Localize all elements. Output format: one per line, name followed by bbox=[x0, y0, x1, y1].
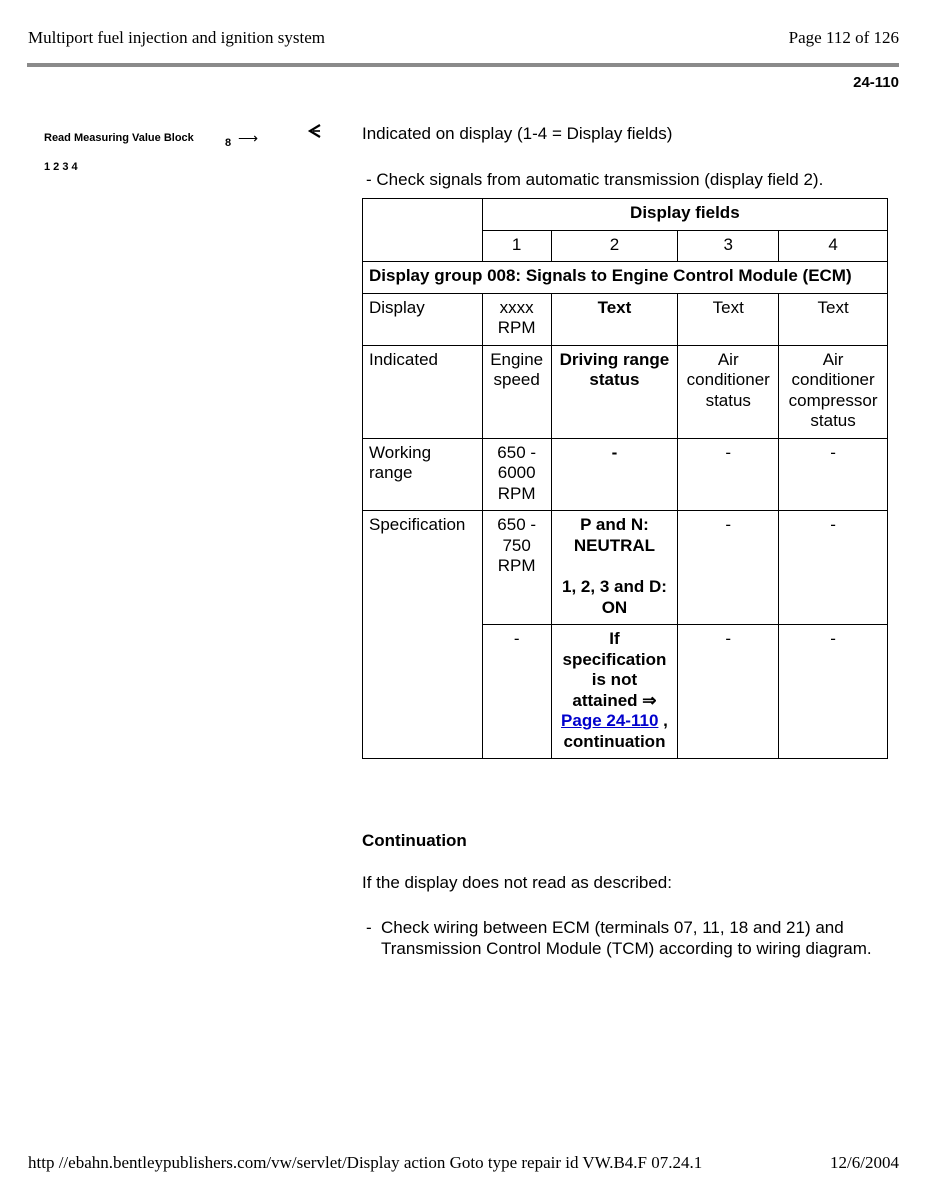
page-counter: Page 112 of 126 bbox=[788, 28, 899, 47]
display-group-table bbox=[362, 198, 888, 759]
table-row bbox=[363, 345, 888, 438]
table-header-row bbox=[363, 199, 888, 231]
table-cell: - bbox=[678, 511, 779, 625]
right-arrow-icon: ⇒ bbox=[642, 690, 657, 710]
continuation-step bbox=[366, 918, 886, 959]
page-footer bbox=[28, 1153, 899, 1173]
table-cell: Engine speed bbox=[482, 345, 551, 438]
link-comma: , bbox=[663, 711, 668, 730]
table-cell: - bbox=[779, 438, 888, 511]
display-group-title: Display group 008: Signals to Engine Control Module (ECM) bbox=[363, 262, 888, 294]
table-row bbox=[363, 511, 888, 625]
table-cell bbox=[551, 625, 678, 759]
back-arrow-icon[interactable] bbox=[307, 123, 323, 139]
table-cell: xxxx RPM bbox=[482, 293, 551, 345]
group-title-row bbox=[363, 262, 888, 294]
print-date: 12/6/2004 bbox=[830, 1153, 899, 1172]
step-text: Check wiring between ECM (terminals 07, 11, 18 and 21) and Transmission Control Module (TCM) according to wiring diagram. bbox=[381, 918, 872, 958]
source-url: http //ebahn.bentleypublishers.com/vw/servlet/Display action Goto type repair id VW.B4.F 07.24.1 bbox=[28, 1153, 703, 1172]
table-cell: Air conditioner compressor status bbox=[779, 345, 888, 438]
table-cell: - bbox=[551, 438, 678, 511]
table-cell: Text bbox=[551, 293, 678, 345]
table-cell: - bbox=[678, 438, 779, 511]
continuation-heading: Continuation bbox=[362, 831, 467, 850]
row-label: Display bbox=[363, 293, 483, 345]
table-cell: Driving range status bbox=[551, 345, 678, 438]
display-fields-header: Display fields bbox=[482, 199, 887, 231]
spec-on: 1, 2, 3 and D: ON bbox=[562, 577, 667, 617]
spec-note: If specification is not attained bbox=[562, 629, 667, 710]
continuation-note: continuation bbox=[563, 731, 666, 751]
field-number: 3 bbox=[678, 230, 779, 262]
header-divider bbox=[27, 63, 899, 67]
diagnostic-function-label: Read Measuring Value Block bbox=[44, 132, 194, 144]
continuation-text: If the display does not read as described: bbox=[362, 873, 672, 892]
page-link[interactable]: Page 24-110 bbox=[561, 711, 659, 730]
field-number: 2 bbox=[551, 230, 678, 262]
table-cell: - bbox=[779, 625, 888, 759]
step-dash: - bbox=[366, 170, 372, 189]
table-corner-cell bbox=[363, 199, 483, 262]
arrow-right-icon: ⟶ bbox=[238, 130, 259, 146]
table-cell: Air conditioner status bbox=[678, 345, 779, 438]
row-label: Indicated bbox=[363, 345, 483, 438]
display-group-number: 8 bbox=[225, 137, 232, 149]
row-label: Working range bbox=[363, 438, 483, 511]
table-cell: - bbox=[678, 625, 779, 759]
field-number: 4 bbox=[779, 230, 888, 262]
table-row bbox=[363, 293, 888, 345]
step-text: Check signals from automatic transmission (display field 2). bbox=[376, 170, 824, 189]
row-label: Specification bbox=[363, 511, 483, 759]
table-row bbox=[363, 438, 888, 511]
table-cell: Text bbox=[678, 293, 779, 345]
table-cell: - bbox=[482, 625, 551, 759]
document-title: Multiport fuel injection and ignition system bbox=[28, 28, 325, 47]
table-cell bbox=[551, 511, 678, 625]
page-reference: 24-110 bbox=[853, 74, 899, 91]
spec-neutral: P and N: NEUTRAL bbox=[573, 515, 656, 555]
instruction-step bbox=[366, 170, 823, 190]
table-cell: 650 - 6000 RPM bbox=[482, 438, 551, 511]
table-cell: Text bbox=[779, 293, 888, 345]
step-dash: - bbox=[366, 918, 372, 937]
field-number: 1 bbox=[482, 230, 551, 262]
display-field-numbers: 1 2 3 4 bbox=[44, 161, 78, 173]
table-cell: - bbox=[779, 511, 888, 625]
table-cell: 650 - 750 RPM bbox=[482, 511, 551, 625]
intro-text: Indicated on display (1-4 = Display fields) bbox=[362, 124, 673, 143]
